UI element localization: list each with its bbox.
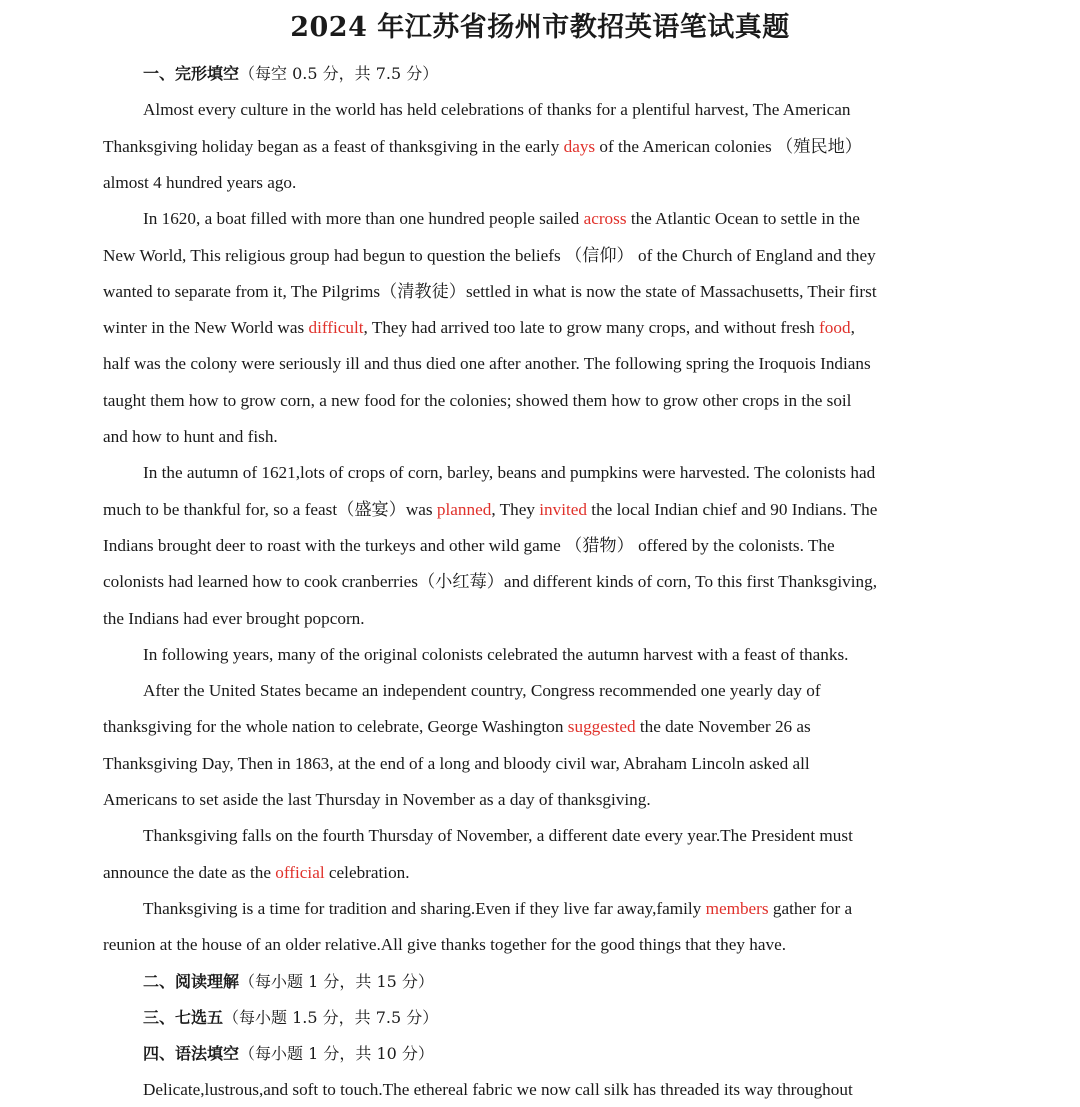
document-title: 2024 年江苏省扬州市教招英语笔试真题 xyxy=(290,12,790,43)
section-score: （每小题 1 分，共 15 分） xyxy=(239,971,434,991)
section-heading xyxy=(143,1003,438,1033)
text-segment: In 1620, a boat filled with more than one hundred people sailed xyxy=(143,209,584,229)
text-segment: colonists had learned how to cook cranberries（小红莓）and different kinds of corn, To this first Thanksgiving, xyxy=(103,572,877,592)
text-line xyxy=(103,349,871,379)
text-segment: Indians brought deer to roast with the turkeys and other wild game （猎物） offered by the colonists. The xyxy=(103,535,835,555)
text-line xyxy=(143,676,821,706)
answer-highlight: official xyxy=(275,862,325,882)
text-segment: In following years, many of the original colonists celebrated the autumn harvest with a feast of thanks. xyxy=(143,644,849,664)
text-line xyxy=(103,386,851,416)
text-line xyxy=(143,640,848,670)
text-segment: almost 4 hundred years ago. xyxy=(103,172,297,192)
text-segment: the local Indian chief and 90 Indians. The xyxy=(587,499,878,519)
text-segment: wanted to separate from it, The Pilgrims（清教徒）settled in what is now the state of Massachusetts, Their first xyxy=(103,281,877,301)
text-line xyxy=(103,168,296,198)
text-segment: Thanksgiving Day, Then in 1863, at the end of a long and bloody civil war, Abraham Lincoln asked all xyxy=(103,753,810,773)
text-line xyxy=(103,241,876,271)
text-line xyxy=(143,95,851,125)
text-line xyxy=(103,749,810,779)
text-segment: winter in the New World was xyxy=(103,318,309,338)
answer-highlight: invited xyxy=(539,499,587,519)
text-segment: New World, This religious group had begun to question the beliefs （信仰） of the Church of England and they xyxy=(103,245,876,265)
text-line xyxy=(103,785,651,815)
text-segment: , xyxy=(850,318,855,338)
text-line xyxy=(143,1075,853,1105)
answer-highlight: planned xyxy=(436,499,492,519)
text-segment: Thanksgiving falls on the fourth Thursday of November, a different date every year.The President must xyxy=(143,826,853,846)
text-line xyxy=(103,567,877,597)
text-line xyxy=(103,495,877,525)
answer-highlight: difficult xyxy=(308,318,364,338)
text-segment: In the autumn of 1621,lots of crops of corn, barley, beans and pumpkins were harvested. The colonists had xyxy=(143,463,876,483)
text-segment: the date November 26 as xyxy=(635,717,811,737)
section-heading xyxy=(143,1039,434,1069)
text-segment: Thanksgiving is a time for tradition and sharing.Even if they live far away,family xyxy=(143,898,706,918)
text-segment: , They xyxy=(491,499,540,519)
section-score: （每小题 1.5 分，共 7.5 分） xyxy=(223,1007,439,1027)
answer-highlight: suggested xyxy=(567,717,636,737)
answer-highlight: food xyxy=(819,318,851,338)
text-line xyxy=(143,894,852,924)
text-segment: celebration. xyxy=(324,862,410,882)
text-segment: Americans to set aside the last Thursday in November as a day of thanksgiving. xyxy=(103,790,651,809)
text-line xyxy=(103,132,862,162)
section-heading xyxy=(143,967,434,997)
answer-highlight: members xyxy=(705,898,769,918)
text-line xyxy=(103,712,811,742)
text-line xyxy=(103,422,278,452)
text-segment: the Indians had ever brought popcorn. xyxy=(103,608,365,628)
text-line xyxy=(103,604,365,634)
section-title: 一、完形填空 xyxy=(143,64,240,83)
section-heading xyxy=(143,59,438,89)
text-segment: and how to hunt and fish. xyxy=(103,427,278,446)
answer-highlight: days xyxy=(563,136,596,156)
section-title: 四、语法填空 xyxy=(143,1044,240,1064)
text-segment: thanksgiving for the whole nation to celebrate, George Washington xyxy=(103,717,568,737)
text-segment: taught them how to grow corn, a new food for the colonies; showed them how to grow other crops in the soil xyxy=(103,390,852,410)
text-line xyxy=(103,313,855,343)
section-score: （每小题 1 分，共 10 分） xyxy=(239,1044,434,1064)
text-segment: announce the date as the xyxy=(103,862,276,882)
text-segment: gather for a xyxy=(768,898,853,918)
text-segment: half was the colony were seriously ill and thus died one after another. The following spring the Iroquois Indians xyxy=(103,354,871,374)
section-title: 三、七选五 xyxy=(143,1007,224,1027)
text-segment: Thanksgiving holiday began as a feast of thanksgiving in the early xyxy=(103,136,564,156)
text-line xyxy=(143,204,860,234)
text-line xyxy=(143,821,853,851)
text-segment: , They had arrived too late to grow many crops, and without fresh xyxy=(363,318,820,338)
text-segment: Delicate,lustrous,and soft to touch.The ethereal fabric we now call silk has threaded its way throughout xyxy=(143,1080,853,1100)
text-segment: of the American colonies （殖民地） xyxy=(595,136,862,156)
section-score: （每空 0.5 分，共 7.5 分） xyxy=(239,64,439,83)
text-segment: much to be thankful for, so a feast（盛宴）was xyxy=(103,499,437,519)
text-line xyxy=(103,858,410,888)
text-line xyxy=(103,531,835,561)
text-segment: the Atlantic Ocean to settle in the xyxy=(626,209,860,229)
answer-highlight: across xyxy=(583,209,627,229)
text-segment: Almost every culture in the world has held celebrations of thanks for a plentiful harvest, The American xyxy=(143,100,851,120)
text-line xyxy=(143,458,875,488)
text-line xyxy=(103,277,877,307)
text-line xyxy=(103,930,786,960)
section-title: 二、阅读理解 xyxy=(143,971,240,991)
text-segment: reunion at the house of an older relative.All give thanks together for the good things that they have. xyxy=(103,935,787,955)
text-segment: After the United States became an independent country, Congress recommended one yearly day of xyxy=(143,681,821,701)
